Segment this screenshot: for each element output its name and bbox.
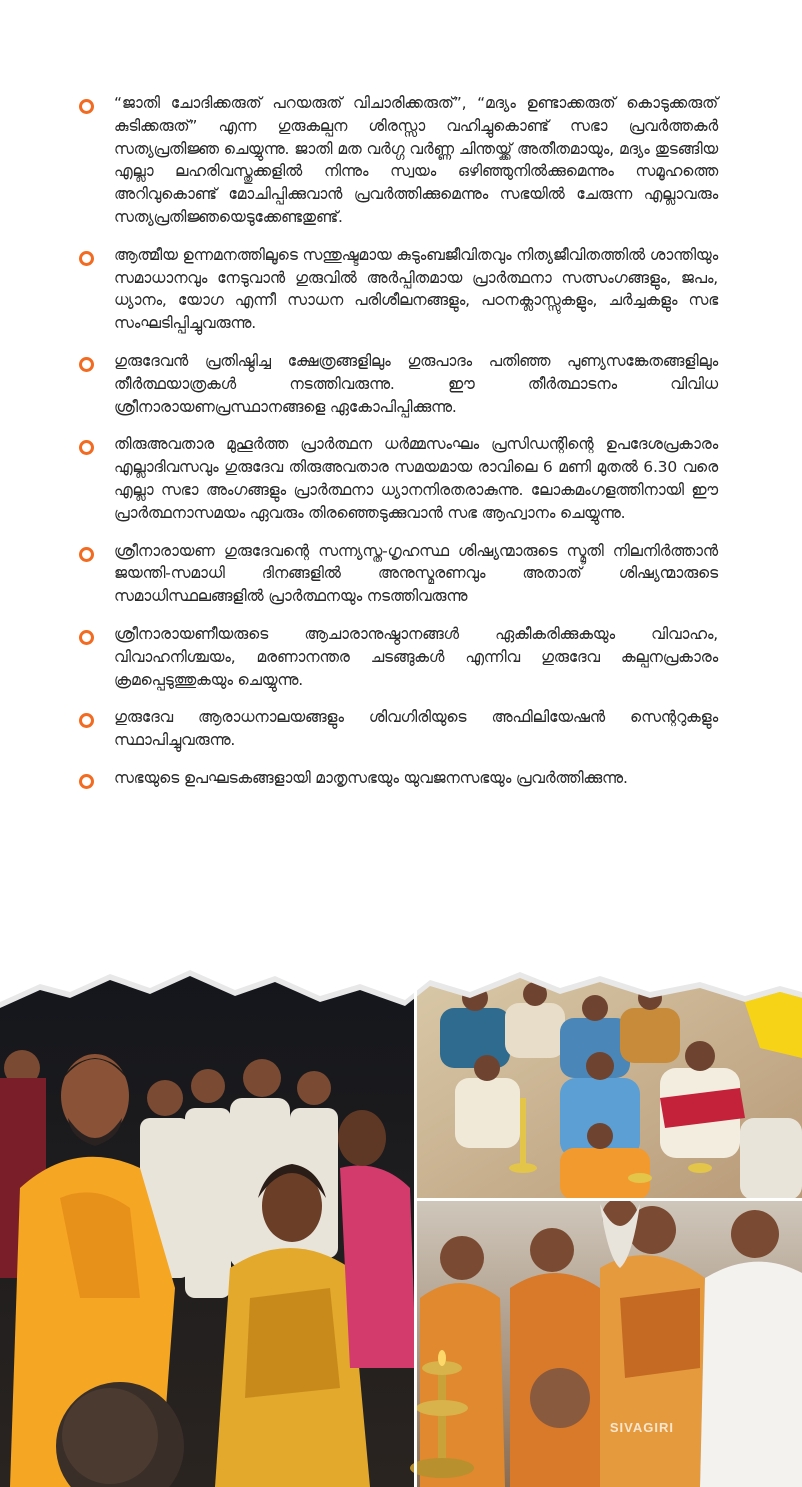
orange-ring-bullet-icon [79,547,94,562]
orange-ring-bullet-icon [79,774,94,789]
pink-saree-figure [340,1166,416,1369]
feature-bullet-list [76,92,718,805]
bullet-item [76,767,718,790]
bullet-text: സഭയുടെ ഉപഘടകങ്ങളായി മാതൃസഭയും യുവജനസഭയും പ്രവർത്തിക്കുന്നു. [114,768,628,787]
photo-collage [0,968,802,1487]
bullet-item [76,92,718,229]
orange-ring-bullet-icon [79,251,94,266]
white-shirt-figure [700,1262,802,1487]
bullet-item [76,350,718,418]
bullet-text: ശ്രീനാരായണ ഗുരുദേവന്റെ സന്ന്യസ്ത-ഗൃഹസ്ഥ ശിഷ്യന്മാരുടെ സ്മൃതി നിലനിർത്താൻ ജയന്തി-സമാധി ദിനങ്ങളിൽ അനുസ്മരണവും അതാത് ശിഷ്യന്മാരുടെ സമാധിസ്ഥലങ്ങളിൽ പ്രാർത്ഥനയും നടത്തിവരുന്നു [114,541,718,606]
bullet-item [76,623,718,691]
photo-watermark: SIVAGIRI [609,1420,674,1435]
photo-collage-illustration [0,968,802,1487]
bullet-item [76,706,718,752]
bullet-text: ഗുരുദേവൻ പ്രതിഷ്ഠിച്ച ക്ഷേത്രങ്ങളിലും ഗുരുപാദം പതിഞ്ഞ പുണ്യസങ്കേതങ്ങളിലും തീർത്ഥയാത്രകൾ നടത്തിവരുന്നു. ഈ തീർത്ഥാടനം വിവിധ ശ്രീനാരായണപ്രസ്ഥാനങ്ങളെ ഏകോപിപ്പിക്കുന്നു. [114,351,718,416]
orange-ring-bullet-icon [79,713,94,728]
foreground-monk-head [530,1368,590,1428]
bullet-text: ശ്രീനാരായണീയരുടെ ആചാരാനുഷ്ഠാനങ്ങൾ ഏകീകരിക്കുകയും വിവാഹം, വിവാഹനിശ്ചയം, മരണാനന്തര ചടങ്ങുകൾ എന്നിവ ഗുരുദേവ കല്പനപ്രകാരം ക്രമപ്പെടുത്തുകയും ചെയ്യുന്നു. [114,624,718,689]
orange-ring-bullet-icon [79,99,94,114]
bullet-text: “ജാതി ചോദിക്കരുത് പറയരുത് വിചാരിക്കരുത്”, “മദ്യം ഉണ്ടാക്കരുത് കൊടുക്കരുത് കുടിക്കരുത്” എന്ന ഗുരുകല്പന ശിരസ്സാ വഹിച്ചുകൊണ്ട് സഭാ പ്രവർത്തകർ സത്യപ്രതിജ്ഞ ചെയ്യുന്നു. ജാതി മത വർഗ്ഗ വർണ്ണ ചിന്തയ്ക്ക് അതീതമായും, മദ്യം തുടങ്ങിയ എല്ലാ ലഹരിവസ്തുക്കളിൽ നിന്നും സ്വയം ഒഴിഞ്ഞുനിൽക്കുമെന്നും സമൂഹത്തെ അറിവുകൊണ്ട് മോചിപ്പിക്കുവാൻ പ്രവർത്തിക്കുമെന്നും സഭയിൽ ചേരുന്ന എല്ലാവരും സത്യപ്രതിജ്ഞയെടുക്കേണ്ടതുണ്ട്. [114,94,718,226]
bullet-item [76,540,718,608]
orange-ring-bullet-icon [79,440,94,455]
bullet-text: ഗുരുദേവ ആരാധനാലയങ്ങളും ശിവഗിരിയുടെ അഫിലിയേഷൻ സെന്ററുകളും സ്ഥാപിച്ചുവരുന്നു. [114,708,718,750]
photo-divider-horizontal [416,1198,802,1201]
photo-divider-vertical [414,968,417,1487]
bullet-text: ആത്മീയ ഉന്നമനത്തിലൂടെ സന്തുഷ്ടമായ കുടുംബജീവിതവും നിത്യജീവിതത്തിൽ ശാന്തിയും സമാധാനവും നേടുവാൻ ഗുരുവിൽ അർപ്പിതമായ പ്രാർത്ഥനാ സത്സംഗങ്ങളും, ജപം, ധ്യാനം, യോഗ എന്നീ സാധന പരിശീലനങ്ങളും, പഠനക്ലാസ്സുകളും, ചർച്ചകളും സഭ സംഘടിപ്പിച്ചുവരുന്നു. [114,245,718,333]
bullet-text: തിരുഅവതാര മുഹൂർത്ത പ്രാർത്ഥന ധർമ്മസംഘം പ്രസിഡന്റിന്റെ ഉപദേശപ്രകാരം എല്ലാദിവസവും ഗുരുദേവ തിരുഅവതാര സമയമായ രാവിലെ 6 മണി മുതൽ 6.30 വരെ എല്ലാ സഭാ അംഗങ്ങളും പ്രാർത്ഥനാ ധ്യാനനിരതരാകുന്നു. ലോകമംഗളത്തിനായി ഈ പ്രാർത്ഥനാസമയം ഏവരും തിരഞ്ഞെടുക്കുവാൻ സഭ ആഹ്വാനം ചെയ്യുന്നു. [114,435,718,522]
bullet-item [76,433,718,524]
orange-ring-bullet-icon [79,357,94,372]
bullet-item [76,244,718,335]
orange-ring-bullet-icon [79,630,94,645]
